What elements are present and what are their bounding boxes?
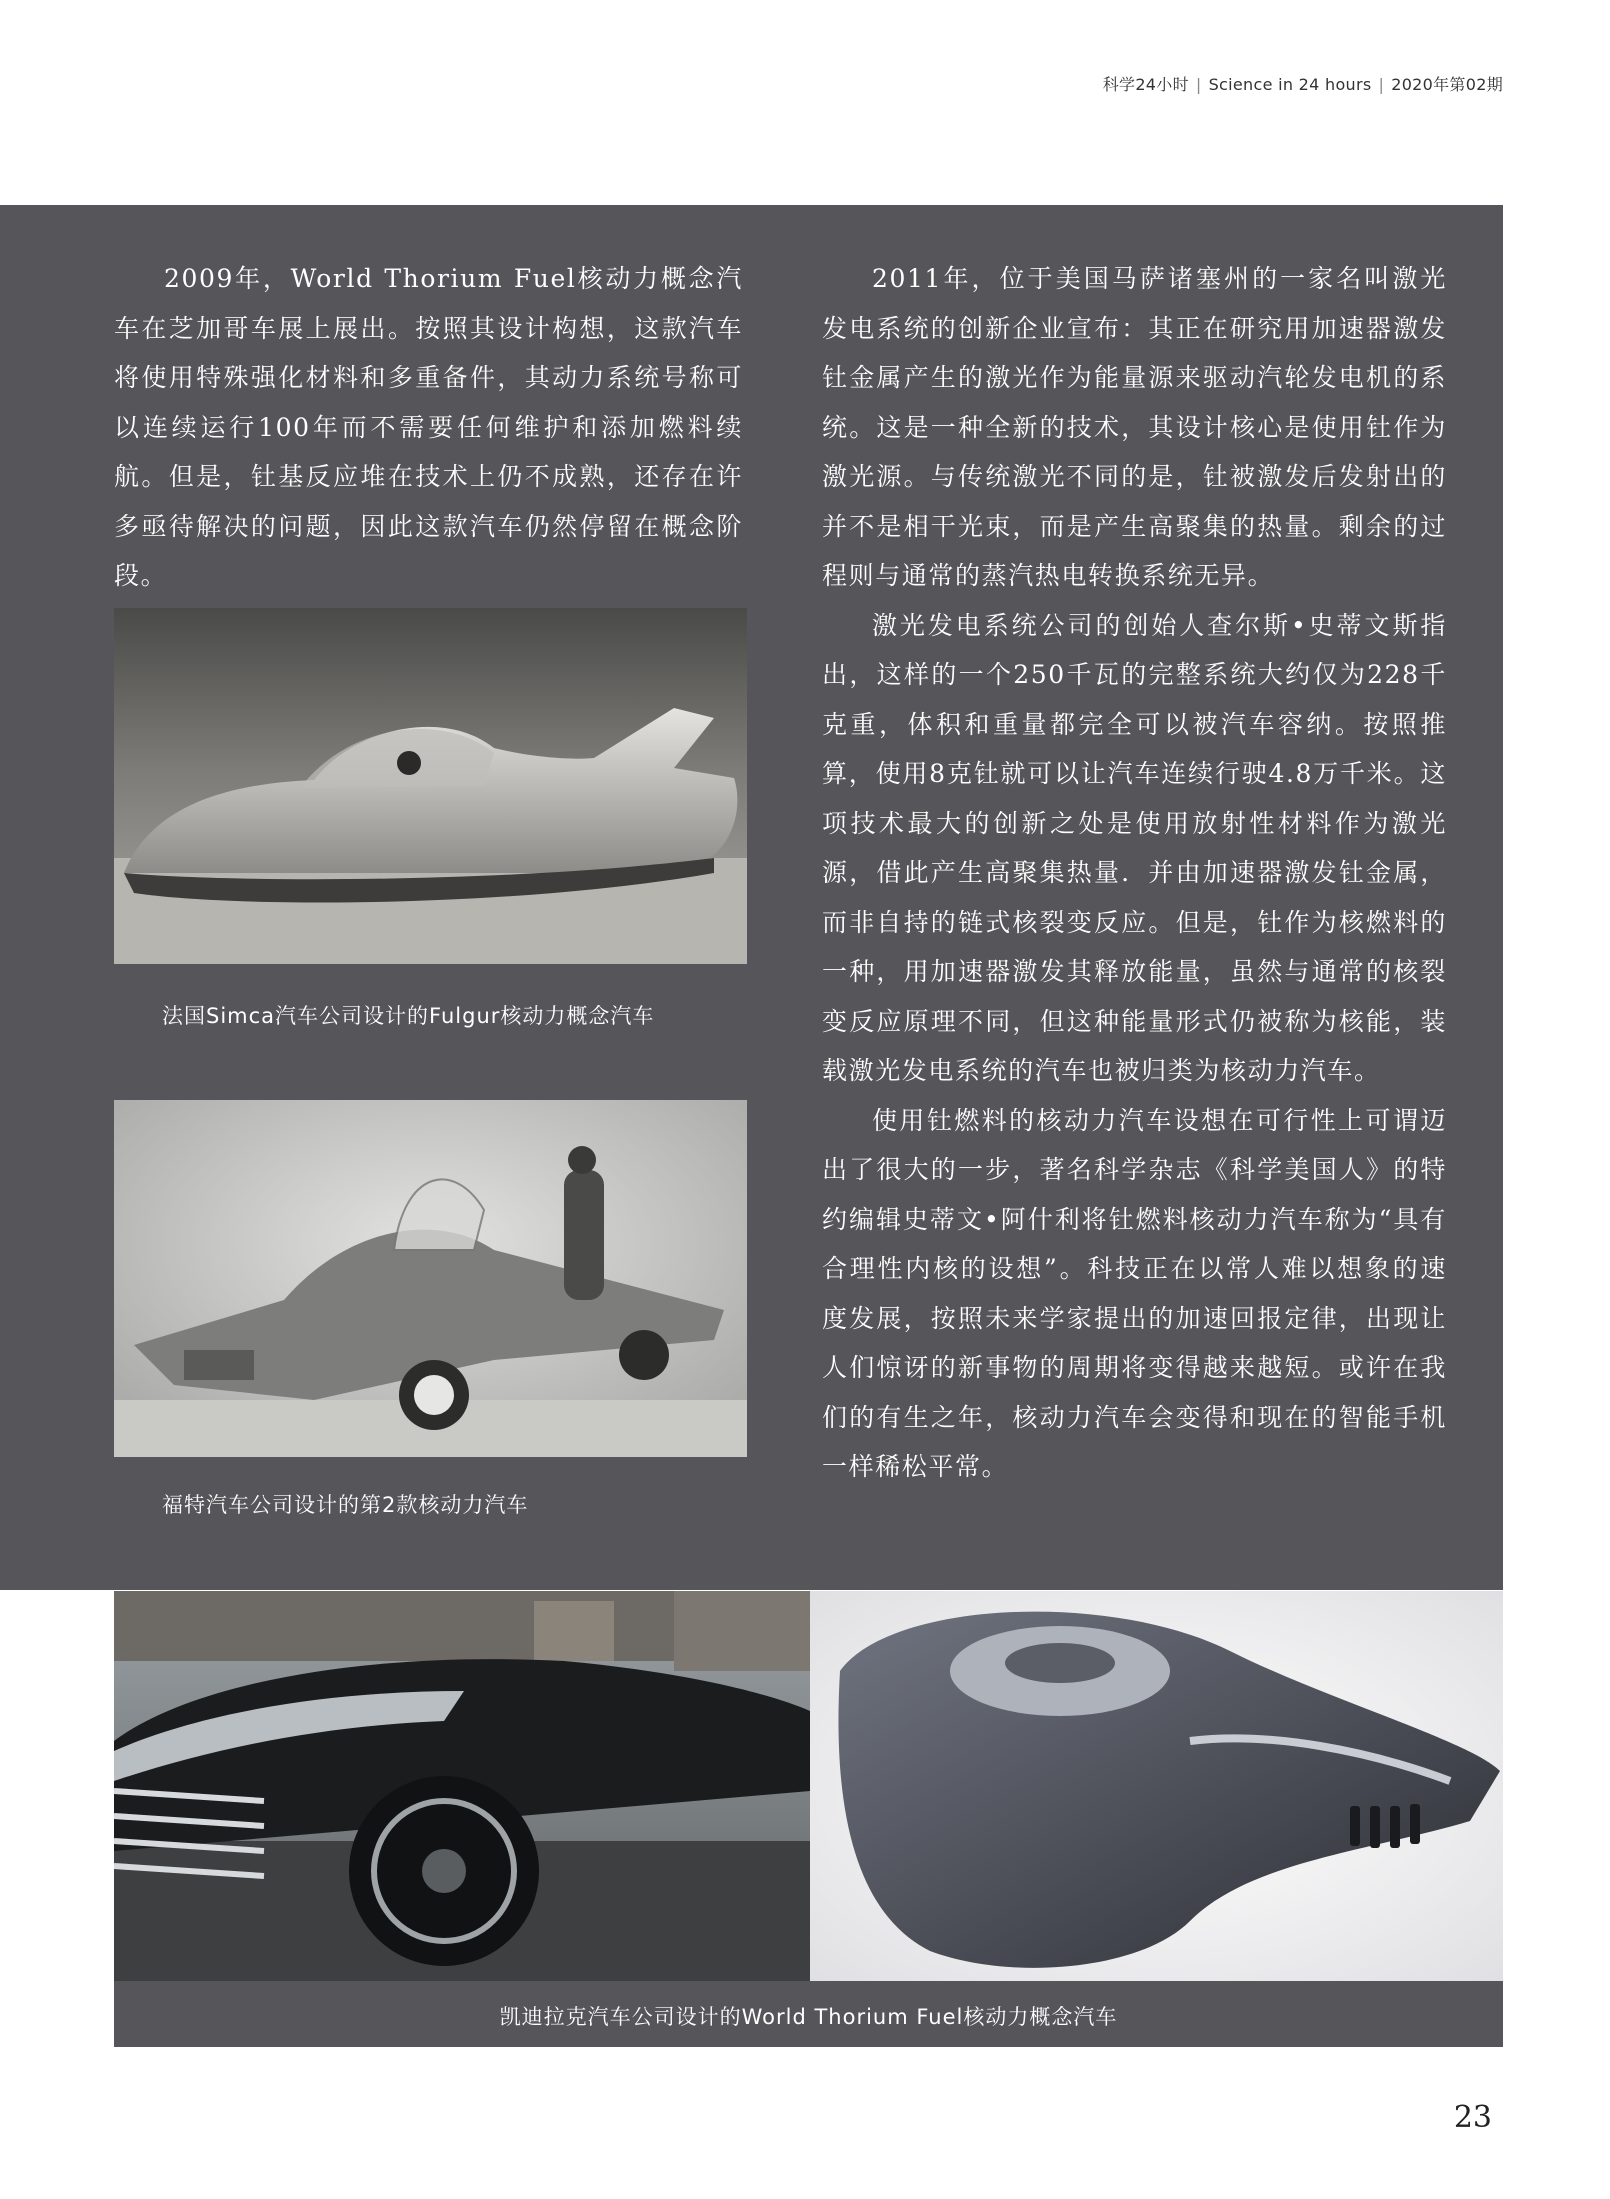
- paragraph: 激光发电系统公司的创始人查尔斯•史蒂文斯指出，这样的一个250千瓦的完整系统大约仅为228千克重，体积和重量都完全可以被汽车容纳。按照推算，使用8克钍就可以让汽车连续行驶4.8万千米。这项技术最大的创新之处是使用放射性材料作为激光源，借此产生高聚集热量．并由加速器激发钍金属，而非自持的链式核裂变反应。但是，钍作为核燃料的一种，用加速器激发其释放能量，虽然与通常的核裂变反应原理不同，但这种能量形式仍被称为核能，装载激光发电系统的汽车也被归类为核动力汽车。: [822, 610, 1447, 1085]
- magazine-name: 科学24小时: [1102, 75, 1189, 94]
- fulgur-caption: 法国Simca汽车公司设计的Fulgur核动力概念汽车: [162, 1004, 655, 1028]
- issue-number: 2020年第02期: [1391, 75, 1503, 94]
- right-column: [822, 254, 1447, 1492]
- ford-nuclear-car-photo: [114, 1100, 747, 1457]
- fulgur-car-photo: [114, 608, 747, 964]
- bottom-caption-bar: [114, 1981, 1503, 2047]
- paragraph: 2011年，位于美国马萨诸塞州的一家名叫激光发电系统的创新企业宣布：其正在研究用加速器激发钍金属产生的激光作为能量源来驱动汽轮发电机的系统。这是一种全新的技术，其设计核心是使用钍作为激光源。与传统激光不同的是，钍被激发后发射出的并不是相干光束，而是产生高聚集的热量。剩余的过程则与通常的蒸汽热电转换系统无异。: [822, 264, 1447, 590]
- cadillac-wtf-front-photo: [114, 1591, 810, 1981]
- cadillac-caption: 凯迪拉克汽车公司设计的World Thorium Fuel核动力概念汽车: [499, 2005, 1118, 2029]
- header-separator: |: [1195, 75, 1202, 94]
- running-header: [1103, 72, 1503, 95]
- cadillac-wtf-top-photo: [810, 1591, 1503, 1981]
- left-column: [114, 254, 743, 601]
- page-number: 23: [1453, 2100, 1492, 2135]
- header-separator: |: [1378, 75, 1385, 94]
- paragraph: 2009年，World Thorium Fuel核动力概念汽车在芝加哥车展上展出。按照其设计构想，这款汽车将使用特殊强化材料和多重备件，其动力系统号称可以连续运行100年而不需要任何维护和添加燃料续航。但是，钍基反应堆在技术上仍不成熟，还存在许多亟待解决的问题，因此这款汽车仍然停留在概念阶段。: [114, 264, 743, 590]
- ford-caption: 福特汽车公司设计的第2款核动力汽车: [162, 1493, 529, 1517]
- paragraph: 使用钍燃料的核动力汽车设想在可行性上可谓迈出了很大的一步，著名科学杂志《科学美国人》的特约编辑史蒂文•阿什利将钍燃料核动力汽车称为“具有合理性内核的设想”。科技正在以常人难以想象的速度发展，按照未来学家提出的加速回报定律，出现让人们惊讶的新事物的周期将变得越来越短。或许在我们的有生之年，核动力汽车会变得和现在的智能手机一样稀松平常。: [822, 1105, 1447, 1481]
- magazine-english-name: Science in 24 hours: [1208, 75, 1372, 94]
